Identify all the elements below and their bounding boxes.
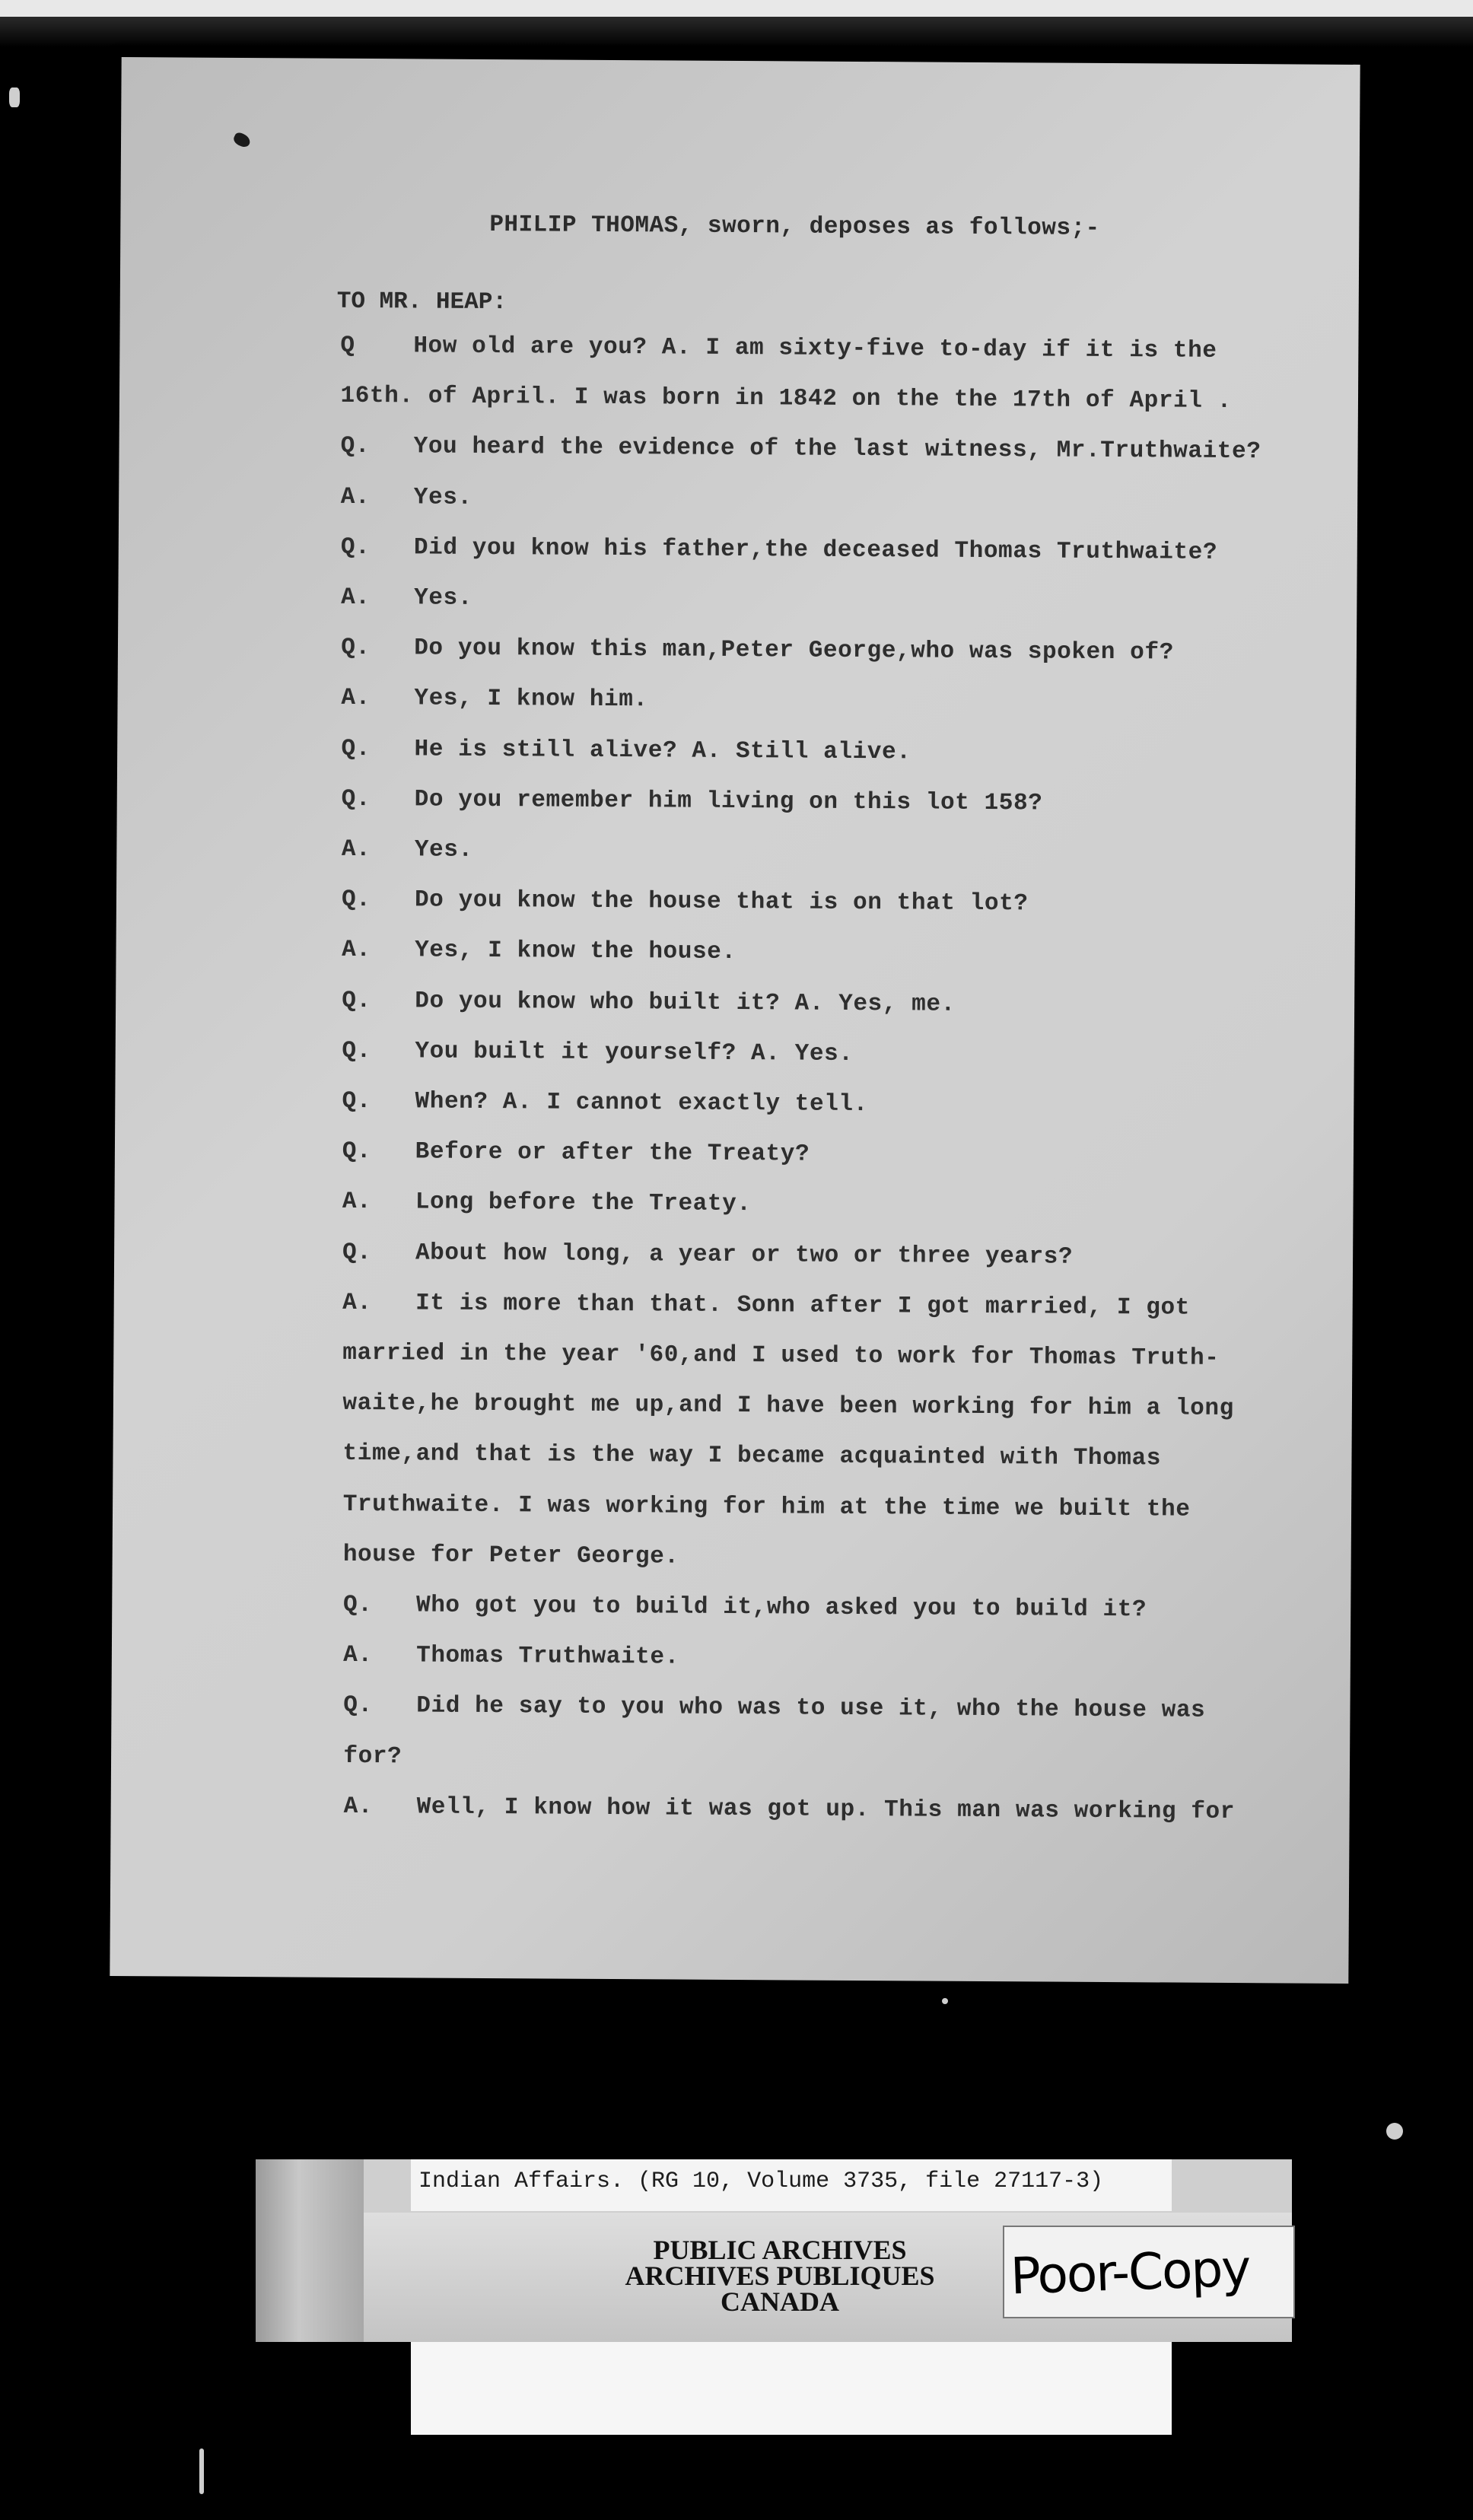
line-text: Do you know who built it? A. Yes, me. bbox=[415, 988, 956, 1018]
line-text: Before or after the Treaty? bbox=[415, 1138, 810, 1168]
testimony-line bbox=[340, 383, 1232, 415]
testimony-line bbox=[342, 1239, 1073, 1270]
dust-speck bbox=[9, 88, 20, 107]
line-text: You built it yourself? A. Yes. bbox=[415, 1038, 854, 1068]
testimony-line bbox=[343, 1592, 1147, 1623]
film-top-edge bbox=[0, 0, 1473, 17]
testimony-line bbox=[342, 1038, 853, 1068]
testimony-line bbox=[342, 1390, 1234, 1422]
testimony-line bbox=[342, 987, 956, 1017]
line-text: waite,he brought me up,and I have been working for him a long bbox=[342, 1390, 1234, 1423]
line-text: Yes. bbox=[413, 484, 472, 511]
testimony-line bbox=[342, 1188, 752, 1217]
testimony-line bbox=[340, 332, 1217, 364]
testimony-line bbox=[342, 1340, 1219, 1372]
testimony-line bbox=[342, 1138, 810, 1168]
line-text: Thomas Truthwaite. bbox=[416, 1642, 679, 1671]
testimony-line bbox=[341, 433, 1261, 465]
qa-label: A. bbox=[342, 1188, 372, 1216]
qa-label: Q. bbox=[341, 735, 371, 762]
document-page bbox=[110, 57, 1360, 1984]
testimony-line bbox=[343, 1642, 679, 1671]
line-text: Yes, I know the house. bbox=[415, 937, 736, 966]
line-text: Yes. bbox=[414, 584, 473, 612]
line-text: Long before the Treaty. bbox=[415, 1188, 752, 1218]
testimony-line bbox=[341, 584, 472, 612]
line-text: Do you remember him living on this lot 158? bbox=[414, 786, 1043, 817]
archives-line-country: CANADA bbox=[721, 2286, 839, 2317]
qa-label: A. bbox=[341, 584, 371, 612]
dust-speck bbox=[199, 2448, 204, 2494]
line-text: Who got you to build it,who asked you to build it? bbox=[415, 1592, 1147, 1624]
testimony-line bbox=[343, 1692, 1205, 1724]
qa-label: A. bbox=[342, 1289, 372, 1316]
testimony-line bbox=[344, 1793, 1236, 1825]
line-text: married in the year '60,and I used to work for Thomas Truth- bbox=[342, 1339, 1220, 1372]
qa-label: Q. bbox=[341, 635, 371, 662]
line-text: Do you know this man,Peter George,who was spoken of? bbox=[414, 635, 1174, 667]
testimony-line bbox=[343, 1742, 402, 1769]
label-tape bbox=[256, 2159, 364, 2342]
qa-label: A. bbox=[342, 937, 371, 964]
line-text: How old are you? A. I am sixty-five to-day if it is the bbox=[413, 332, 1217, 364]
testimony-line bbox=[342, 1440, 1161, 1472]
archives-line-fr: ARCHIVES PUBLIQUES bbox=[625, 2261, 935, 2291]
qa-label: A. bbox=[341, 835, 371, 864]
qa-label: Q. bbox=[342, 1138, 372, 1166]
poor-copy-note: Poor-Copy bbox=[1009, 2238, 1251, 2306]
line-text: You heard the evidence of the last witness, Mr.Truthwaite? bbox=[413, 433, 1261, 466]
line-text: Yes. bbox=[414, 836, 473, 864]
film-top-shadow bbox=[0, 17, 1473, 47]
qa-label: A. bbox=[341, 685, 371, 712]
archives-line-en: PUBLIC ARCHIVES bbox=[653, 2235, 907, 2265]
testimony-line bbox=[341, 483, 472, 511]
qa-label: Q. bbox=[342, 987, 371, 1014]
testimony-line bbox=[342, 1290, 1190, 1322]
qa-label: Q. bbox=[342, 1239, 372, 1266]
line-text: Yes, I know him. bbox=[414, 685, 648, 714]
qa-label: Q. bbox=[340, 433, 371, 460]
qa-label: Q. bbox=[342, 1037, 371, 1064]
testimony-lines bbox=[110, 57, 1360, 1984]
testimony-line bbox=[341, 635, 1174, 667]
testimony-line bbox=[343, 1491, 1191, 1522]
testimony-line bbox=[342, 937, 736, 966]
line-text: Did you know his father,the deceased Thomas Truthwaite? bbox=[413, 534, 1218, 566]
line-text: Did he say to you who was to use it, who the house was bbox=[416, 1692, 1206, 1725]
line-text: About how long, a year or two or three years? bbox=[415, 1239, 1074, 1271]
qa-label: A. bbox=[340, 483, 371, 511]
line-text: for? bbox=[343, 1742, 402, 1770]
line-text: Well, I know how it was got up. This man was working for bbox=[416, 1793, 1236, 1825]
line-text: house for Peter George. bbox=[342, 1541, 679, 1570]
qa-label: Q. bbox=[342, 1087, 372, 1115]
archives-stamp bbox=[578, 2237, 981, 2315]
testimony-line bbox=[342, 1088, 867, 1118]
archive-reference: Indian Affairs. (RG 10, Volume 3735, file 27117-3) bbox=[418, 2168, 1104, 2194]
deposition-heading: PHILIP THOMAS, sworn, deposes as follows;- bbox=[489, 212, 1100, 242]
dust-speck bbox=[1386, 2123, 1403, 2140]
qa-label: Q. bbox=[340, 533, 371, 561]
addressee-line: TO MR. HEAP: bbox=[336, 288, 507, 317]
testimony-line bbox=[342, 886, 1029, 918]
testimony-line bbox=[342, 786, 1043, 817]
qa-label: Q. bbox=[341, 886, 371, 914]
qa-label: Q. bbox=[341, 785, 371, 813]
line-text: When? A. I cannot exactly tell. bbox=[415, 1088, 868, 1118]
label-bottom-strip bbox=[411, 2342, 1172, 2435]
qa-label: Q. bbox=[343, 1692, 373, 1720]
line-text: It is more than that. Sonn after I got married, I got bbox=[415, 1290, 1191, 1322]
qa-label: Q bbox=[340, 332, 355, 359]
line-text: Truthwaite. I was working for him at the time we built the bbox=[342, 1491, 1191, 1523]
testimony-line bbox=[342, 836, 473, 864]
line-text: Do you know the house that is on that lot? bbox=[414, 886, 1029, 918]
dust-speck bbox=[942, 1998, 948, 2004]
line-text: time,and that is the way I became acquainted with Thomas bbox=[342, 1440, 1162, 1472]
qa-label: Q. bbox=[342, 1591, 373, 1619]
line-text: 16th. of April. I was born in 1842 on the the 17th of April . bbox=[340, 383, 1233, 415]
testimony-line bbox=[341, 735, 911, 765]
line-text: He is still alive? A. Still alive. bbox=[414, 736, 911, 766]
testimony-line bbox=[343, 1542, 679, 1570]
qa-label: A. bbox=[343, 1642, 373, 1669]
testimony-line bbox=[341, 685, 647, 713]
testimony-line bbox=[341, 534, 1217, 566]
qa-label: A. bbox=[343, 1793, 374, 1820]
